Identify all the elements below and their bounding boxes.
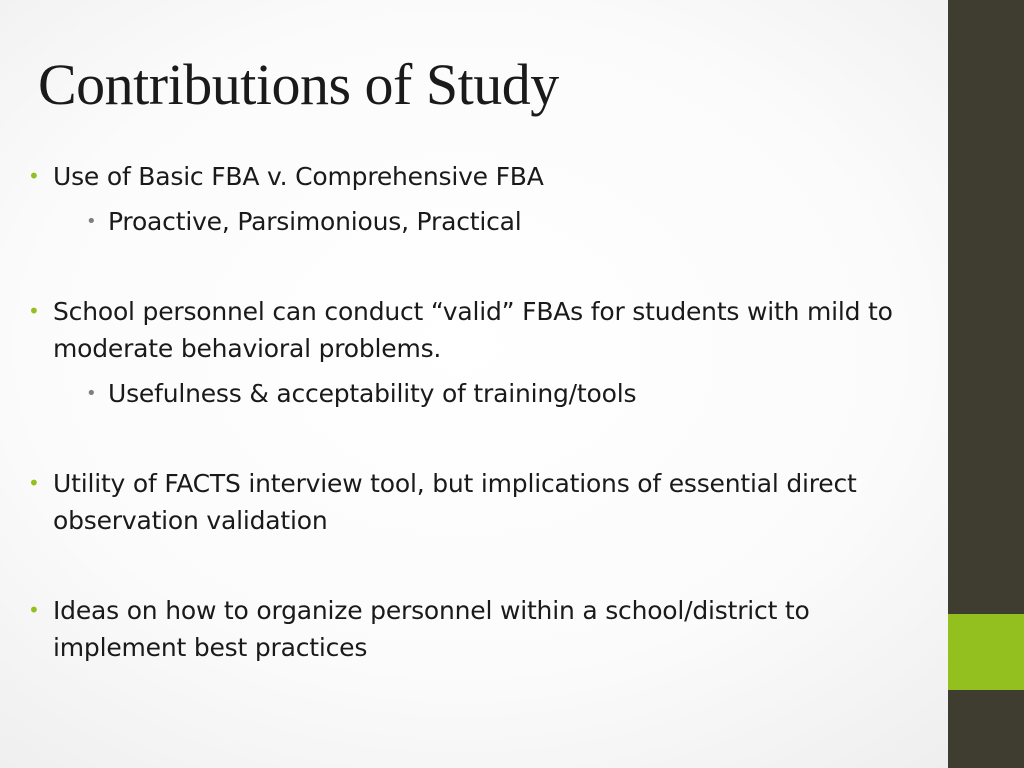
bullet-item [28, 158, 918, 195]
bullet-dot-icon: • [28, 471, 40, 495]
sub-bullet-item [86, 203, 916, 240]
sub-bullet-text: Usefulness & acceptability of training/tools [108, 379, 637, 408]
bullet-dot-icon: • [28, 164, 40, 188]
sub-bullet-text: Proactive, Parsimonious, Practical [108, 207, 522, 236]
bullet-dot-icon: • [28, 299, 40, 323]
bullet-text: School personnel can conduct “valid” FBAs for students with mild to moderate behavioral problems. [53, 297, 893, 363]
bullet-text: Use of Basic FBA v. Comprehensive FBA [53, 162, 544, 191]
bullet-text: Ideas on how to organize personnel within a school/district to implement best practices [53, 596, 810, 662]
bullet-item [28, 465, 918, 539]
sub-bullet-item [86, 375, 916, 412]
slide-title: Contributions of Study [38, 52, 559, 117]
side-accent-square [948, 614, 1024, 690]
sub-bullet-dot-icon: • [86, 383, 97, 404]
bullet-text: Utility of FACTS interview tool, but implications of essential direct observation validation [53, 469, 857, 535]
sub-bullet-dot-icon: • [86, 211, 97, 232]
bullet-dot-icon: • [28, 598, 40, 622]
bullet-item [28, 592, 918, 666]
slide-body [28, 0, 928, 768]
bullet-item [28, 293, 918, 367]
